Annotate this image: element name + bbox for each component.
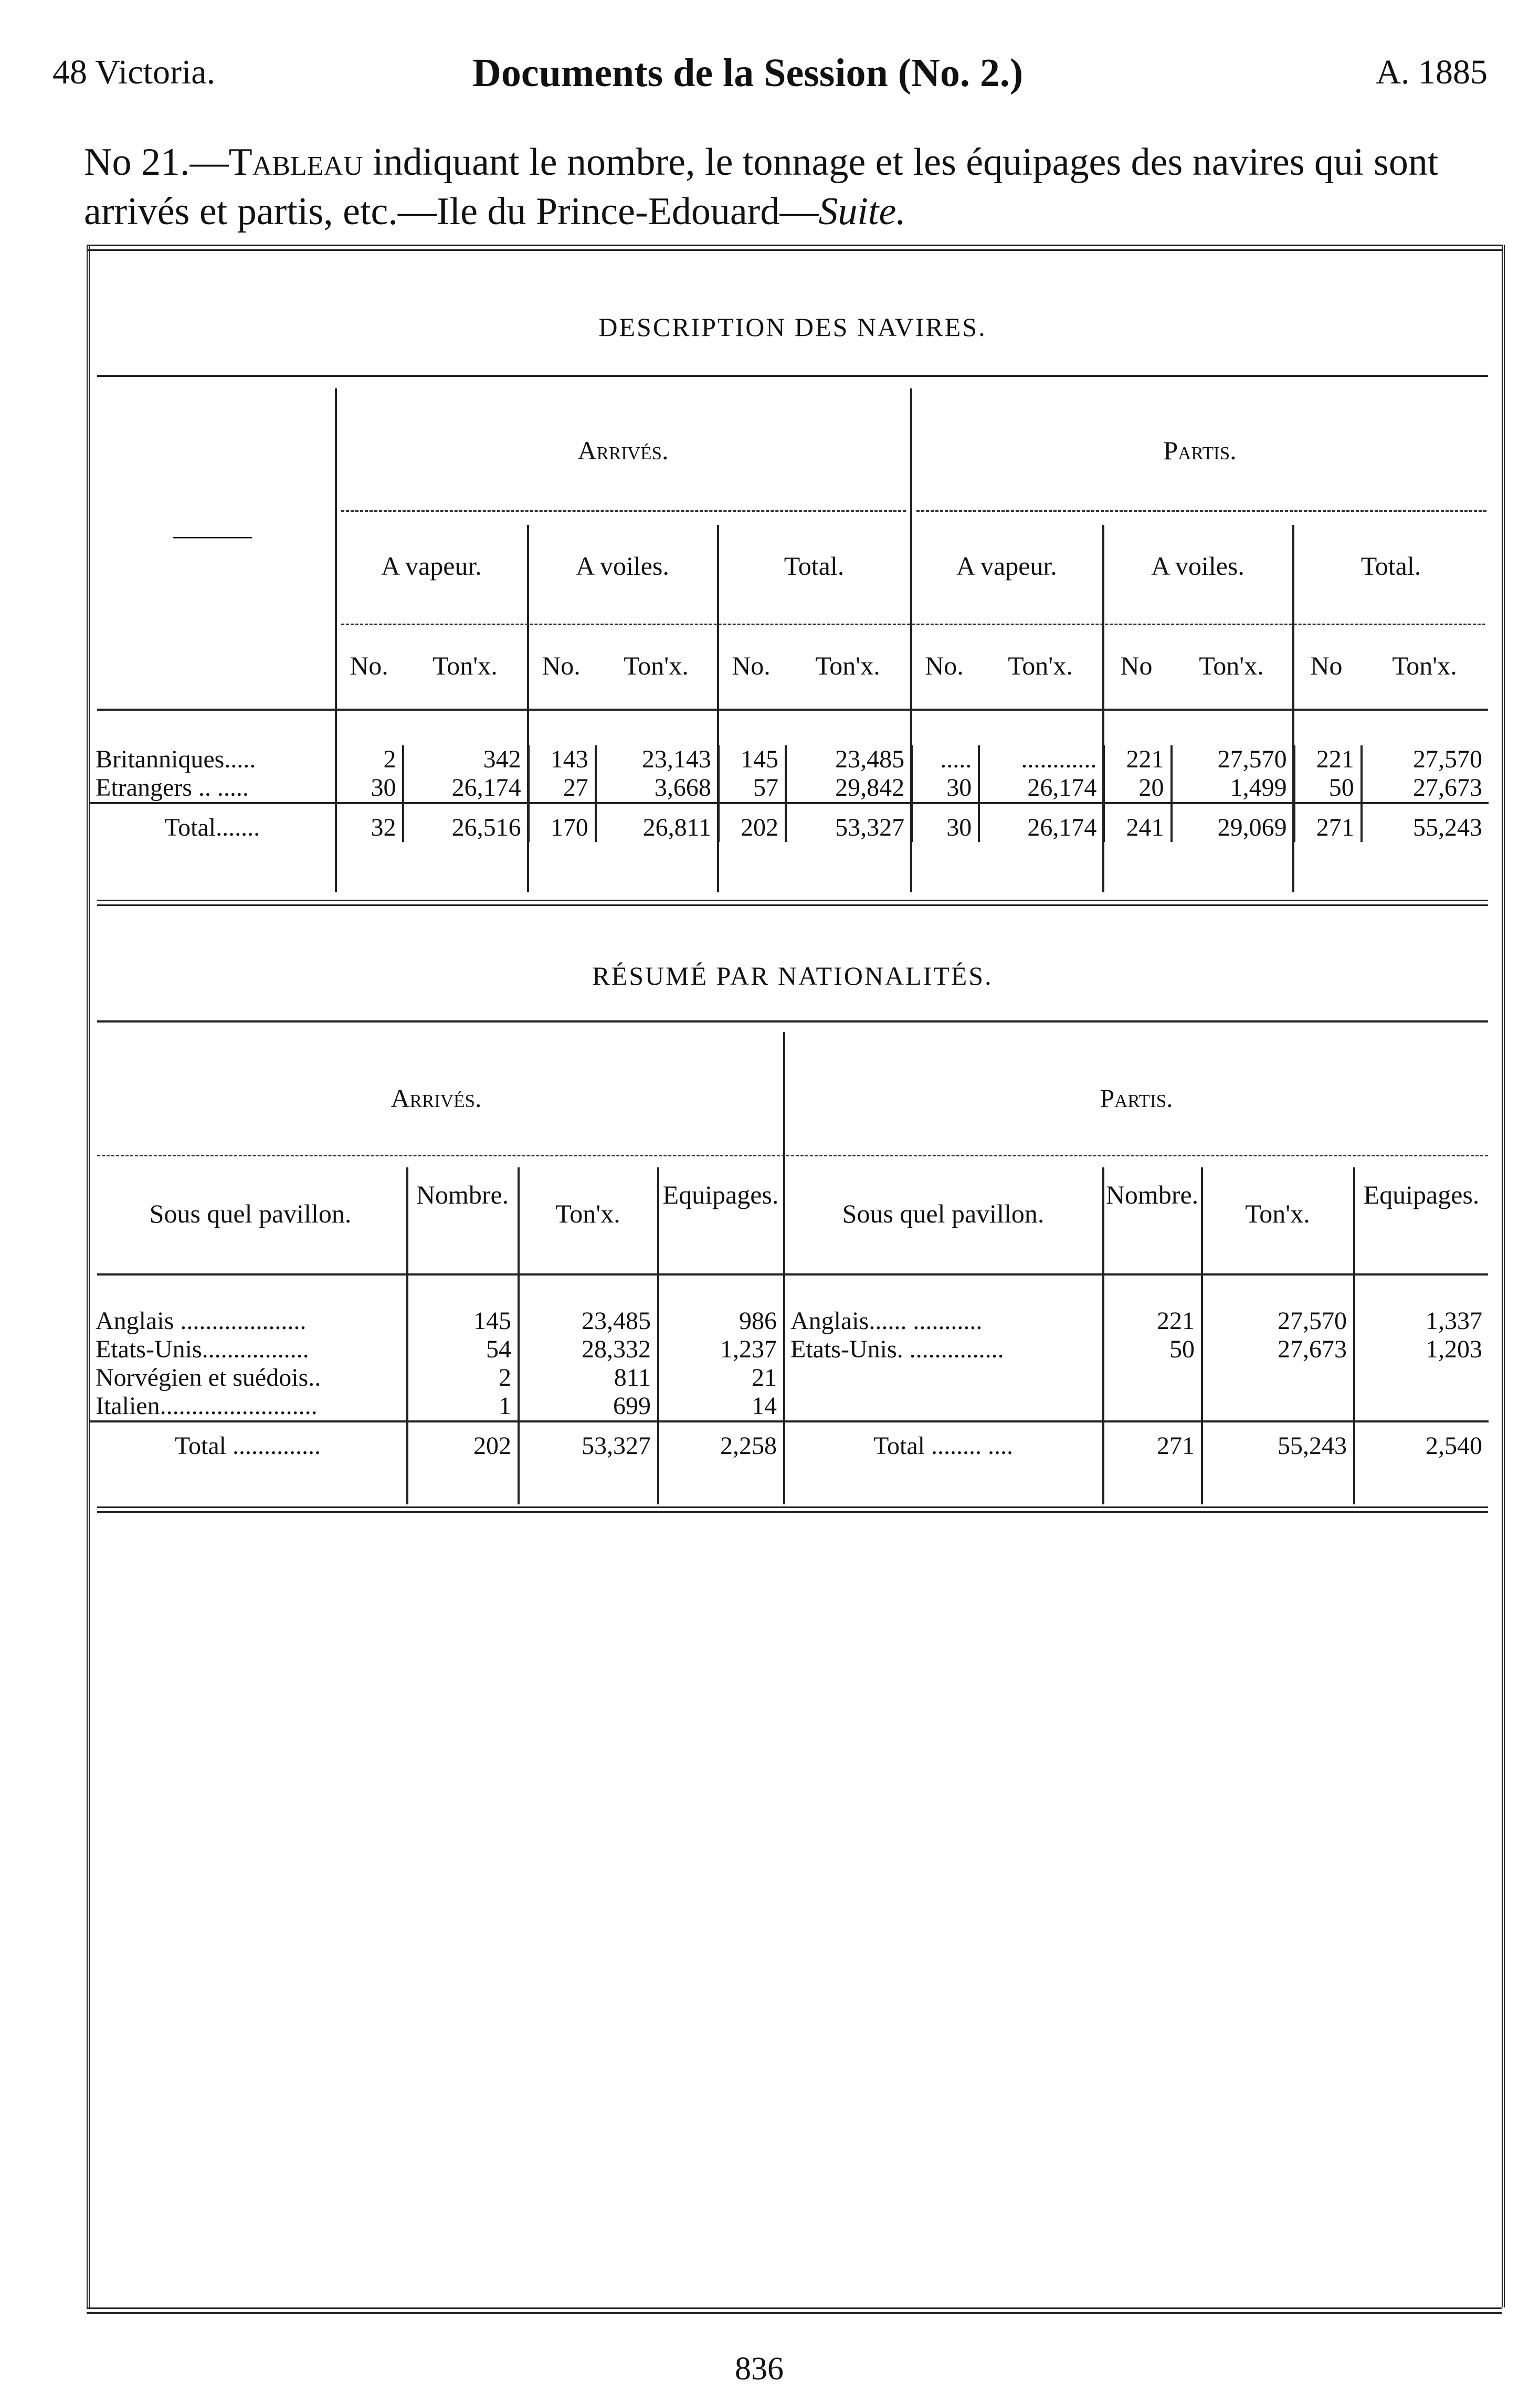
- row-label: Total.......: [89, 803, 336, 842]
- cell: 26,174: [979, 803, 1104, 842]
- sub-tonx-1: Ton'x.: [433, 651, 498, 680]
- row-label: Etats-Unis. ...............: [790, 1335, 1004, 1363]
- header-right: A. 1885: [1376, 53, 1488, 91]
- cell: 27,673: [1362, 774, 1489, 803]
- cell: 986: [658, 1307, 783, 1335]
- row-label: Etrangers .. .....: [96, 774, 249, 802]
- blank-row: [784, 1364, 1489, 1392]
- cell: 202: [719, 803, 786, 842]
- cell: 53,327: [786, 803, 912, 842]
- row-label: Anglais ....................: [96, 1307, 307, 1335]
- partis-heading: Partis.: [1163, 436, 1237, 465]
- arr-col-nombre: Nombre.: [416, 1180, 509, 1209]
- cell: 145: [407, 1307, 519, 1335]
- title-word: Tableau: [228, 141, 363, 184]
- row-label: Total ........ ....: [784, 1421, 1103, 1460]
- total-row: [784, 1421, 1489, 1460]
- group-a-vapeur-arr: A vapeur.: [381, 551, 482, 581]
- resume-group-rule: [97, 1155, 1488, 1156]
- cell: 2: [336, 745, 403, 774]
- cell: 2,540: [1354, 1421, 1489, 1460]
- cell: 699: [519, 1392, 658, 1421]
- table-row: [89, 774, 1489, 803]
- cell: 27: [529, 774, 596, 803]
- cell: 55,243: [1362, 803, 1489, 842]
- cell: 30: [912, 803, 979, 842]
- group-total-arr: Total.: [784, 551, 845, 581]
- cell: 143: [529, 745, 596, 774]
- cell: 1,337: [1354, 1307, 1489, 1335]
- arr-col-equipages: Equipages.: [662, 1180, 779, 1209]
- group-a-voiles-arr: A voiles.: [576, 551, 669, 581]
- cell: 3,668: [596, 774, 719, 803]
- row-label: Italien.........................: [96, 1392, 318, 1420]
- sub-no-5: No: [1120, 651, 1153, 680]
- sub-no-4: No.: [925, 651, 964, 680]
- par-col-nombre: Nombre.: [1105, 1180, 1199, 1209]
- cell: .....: [912, 745, 979, 774]
- cell: 20: [1104, 774, 1171, 803]
- row-label: Anglais...... ...........: [790, 1307, 983, 1335]
- cell: 221: [1103, 1307, 1202, 1335]
- cell: 202: [407, 1421, 519, 1460]
- group-total-par: Total.: [1360, 551, 1421, 581]
- resume-end-rule: [97, 1506, 1488, 1513]
- resume-partis-table: [784, 1307, 1489, 1460]
- resume-partis-heading: Partis.: [1100, 1083, 1173, 1113]
- par-col-pavillon: Sous quel pavillon.: [842, 1199, 1045, 1228]
- table-row: [784, 1307, 1489, 1335]
- cell: 145: [719, 745, 786, 774]
- cell: 50: [1103, 1335, 1202, 1364]
- table-row: [784, 1335, 1489, 1364]
- sub-tonx-6: Ton'x.: [1392, 651, 1457, 680]
- cell: 32: [336, 803, 403, 842]
- par-col-equipages: Equipages.: [1363, 1180, 1480, 1209]
- sub-no-3: No.: [732, 651, 771, 680]
- frame-bottom-rule: [87, 2307, 1502, 2314]
- resume-heading: RÉSUMÉ PAR NATIONALITÉS.: [592, 961, 993, 990]
- sub-tonx-5: Ton'x.: [1199, 651, 1264, 680]
- cell: 1,499: [1172, 774, 1294, 803]
- cell: 26,516: [403, 803, 528, 842]
- row-label: Total ..............: [89, 1421, 407, 1460]
- header-center: Documents de la Session (No. 2.): [472, 51, 1024, 95]
- table-row: [89, 745, 1489, 774]
- cell: 26,174: [403, 774, 528, 803]
- cell: 1: [407, 1392, 519, 1421]
- description-table: [89, 745, 1489, 842]
- sub-no-1: No.: [350, 651, 388, 680]
- cell: 26,174: [979, 774, 1104, 803]
- subcols-rule: [97, 709, 1488, 711]
- cell: 221: [1294, 745, 1362, 774]
- resume-cols-rule: [97, 1273, 1488, 1276]
- group-a-voiles-par: A voiles.: [1151, 551, 1244, 581]
- cell: 28,332: [519, 1335, 658, 1364]
- title-prefix: No 21.—: [84, 141, 229, 184]
- title-text: indiquant le nombre, le tonnage et les équipages des navires qui sont arrivés et partis, etc.—Ile du Prince-Edouard—: [84, 141, 1439, 233]
- cell: 26,811: [596, 803, 719, 842]
- page-number: 836: [735, 2351, 784, 2387]
- cell: 27,570: [1202, 1307, 1354, 1335]
- arrives-rule: [341, 510, 906, 512]
- description-end-rule: [97, 900, 1488, 906]
- cell: 53,327: [519, 1421, 658, 1460]
- header-left: 48 Victoria.: [52, 53, 216, 91]
- arr-col-pavillon: Sous quel pavillon.: [149, 1199, 352, 1228]
- cell: 27,673: [1202, 1335, 1354, 1364]
- resume-arrives-table: [89, 1307, 783, 1460]
- row-label: Etats-Unis.................: [96, 1335, 309, 1363]
- description-heading: DESCRIPTION DES NAVIRES.: [598, 312, 987, 342]
- cell: 2,258: [658, 1421, 783, 1460]
- sub-tonx-2: Ton'x.: [624, 651, 689, 680]
- par-col-tonx: Ton'x.: [1245, 1199, 1310, 1228]
- blank-row: [784, 1392, 1489, 1421]
- cell: 23,143: [596, 745, 719, 774]
- resume-arrives-heading: Arrivés.: [391, 1083, 482, 1113]
- sub-no-2: No.: [542, 651, 581, 680]
- cell: 29,842: [786, 774, 912, 803]
- row-label: Britanniques.....: [96, 745, 256, 773]
- arrives-heading: Arrivés.: [577, 436, 669, 465]
- cell: 342: [403, 745, 528, 774]
- title-suite: Suite.: [818, 190, 906, 233]
- cell: 2: [407, 1364, 519, 1392]
- cell: 1,203: [1354, 1335, 1489, 1364]
- cell: 50: [1294, 774, 1362, 803]
- sub-tonx-4: Ton'x.: [1008, 651, 1073, 680]
- cell: 1,237: [658, 1335, 783, 1364]
- table-row: [89, 1392, 783, 1421]
- cell: 30: [336, 774, 403, 803]
- cell: 170: [529, 803, 596, 842]
- table-title: [84, 138, 1512, 236]
- cell: 27,570: [1362, 745, 1489, 774]
- group-a-vapeur-par: A vapeur.: [956, 551, 1057, 581]
- cell: 23,485: [786, 745, 912, 774]
- resume-heading-rule: [97, 1020, 1488, 1023]
- table-row: [89, 1335, 783, 1364]
- table-row: [89, 1364, 783, 1392]
- cell: 14: [658, 1392, 783, 1421]
- cell: 54: [407, 1335, 519, 1364]
- cell: 55,243: [1202, 1421, 1354, 1460]
- cell: 29,069: [1172, 803, 1294, 842]
- total-row: [89, 1421, 783, 1460]
- cell: 241: [1104, 803, 1171, 842]
- cell: 27,570: [1172, 745, 1294, 774]
- table-row: [89, 1307, 783, 1335]
- partis-rule: [916, 510, 1486, 512]
- cell: 221: [1104, 745, 1171, 774]
- cell: 30: [912, 774, 979, 803]
- cell: 811: [519, 1364, 658, 1392]
- sub-no-6: No: [1310, 651, 1343, 680]
- arr-col-tonx: Ton'x.: [555, 1199, 620, 1228]
- sub-tonx-3: Ton'x.: [815, 651, 880, 680]
- cell: 23,485: [519, 1307, 658, 1335]
- description-heading-rule: [97, 375, 1488, 377]
- row-label: Norvégien et suédois..: [96, 1364, 321, 1392]
- groups-rule: [341, 624, 1485, 625]
- cell: 21: [658, 1364, 783, 1392]
- frame-top-rule: [87, 245, 1502, 251]
- stub-dash: ———: [173, 520, 252, 550]
- cell: 271: [1294, 803, 1362, 842]
- total-row: [89, 803, 1489, 842]
- cell: 271: [1103, 1421, 1202, 1460]
- cell: ............: [979, 745, 1104, 774]
- cell: 57: [719, 774, 786, 803]
